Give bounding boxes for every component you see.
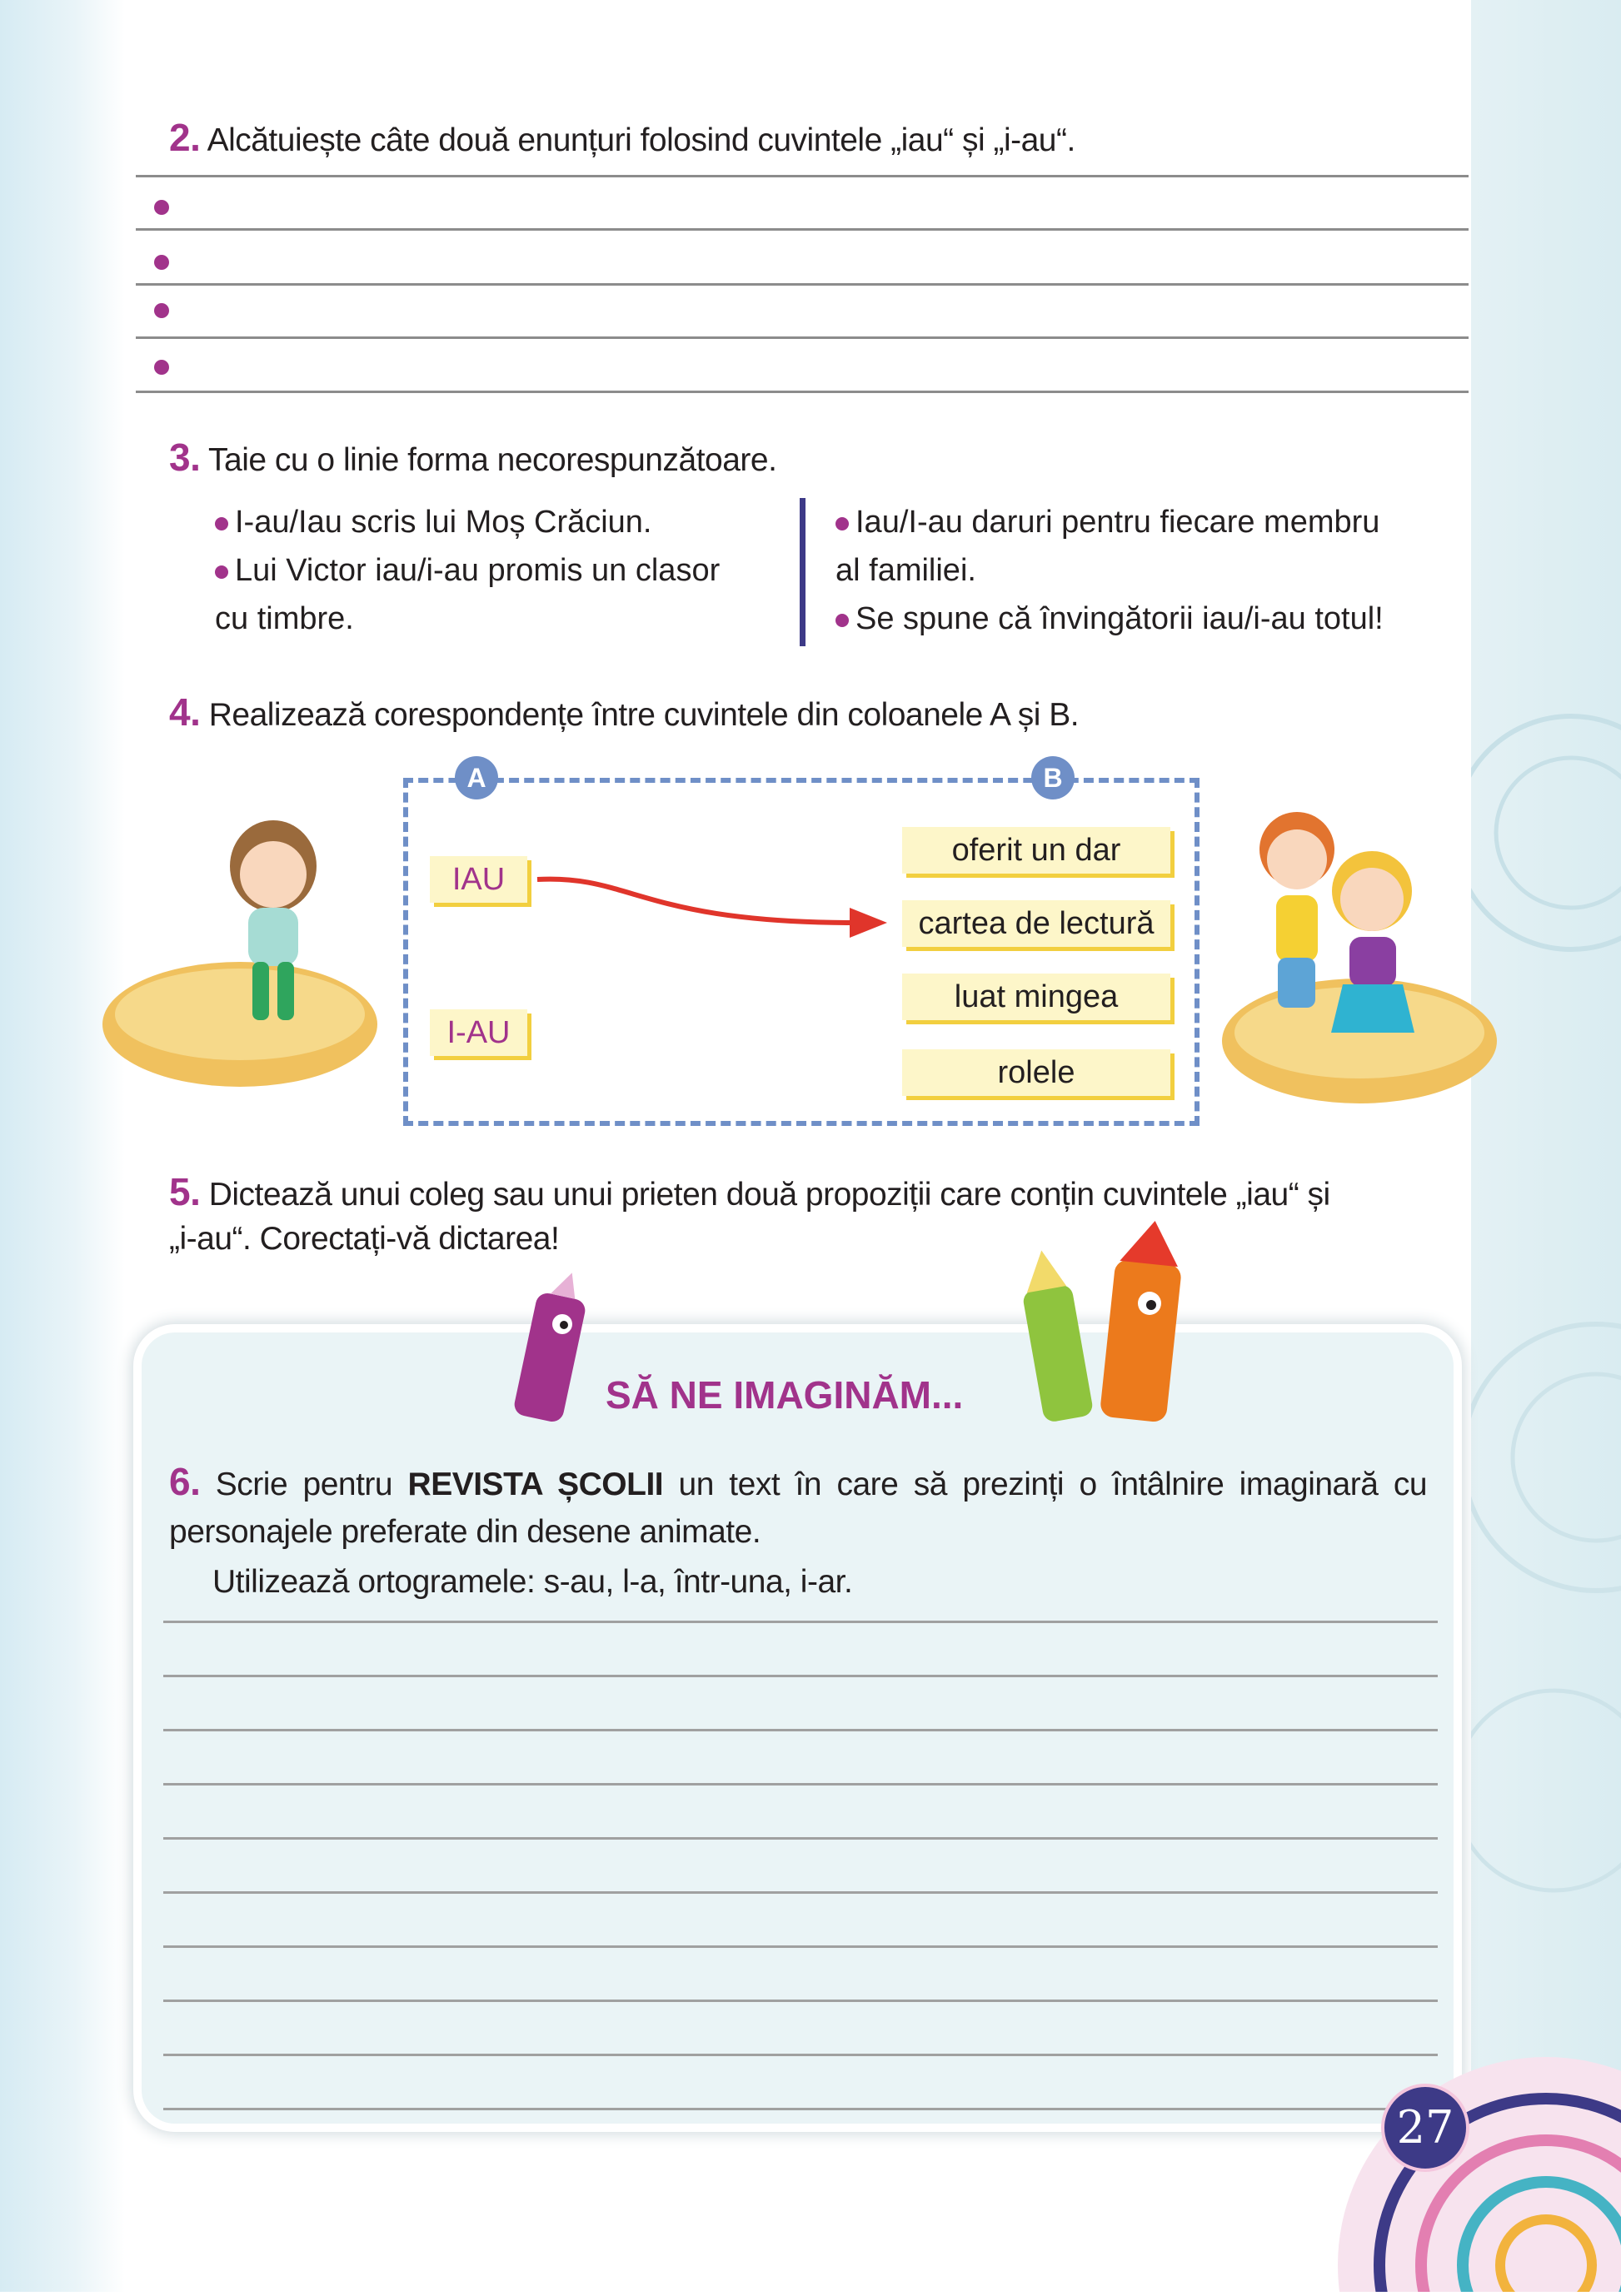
writing-line — [136, 228, 1469, 231]
task6-pre: Scrie pentru — [215, 1467, 393, 1502]
column-divider — [800, 498, 806, 646]
sentence: I-au/Iau scris lui Moș Crăciun. — [235, 505, 652, 540]
section-title: SĂ NE IMAGINĂM... — [606, 1373, 964, 1417]
writing-line — [136, 391, 1469, 393]
task6-line2: personajele preferate din desene animate. — [169, 1514, 761, 1550]
magazine-name: REVISTA ȘCOLII — [407, 1467, 664, 1502]
task5-number: 5. — [169, 1170, 201, 1213]
right-decor-band — [1471, 0, 1621, 2292]
mandala-corner-decoration — [1296, 2032, 1621, 2292]
task3-number: 3. — [169, 436, 201, 479]
writing-line — [163, 1837, 1438, 1840]
task5-line2: „i-au“. Corectați-vă dictarea! — [169, 1221, 560, 1257]
task2-number: 2. — [169, 116, 201, 159]
word-iau[interactable]: IAU — [430, 856, 527, 903]
example-arrow — [533, 866, 900, 949]
writing-line — [136, 336, 1469, 339]
task2-text: Alcătuiește câte două enunțuri folosind cuvintele „iau“ și „i-au“. — [207, 122, 1075, 158]
bullet — [835, 517, 849, 530]
writing-line — [163, 1729, 1438, 1731]
column-b-label: B — [1031, 756, 1075, 799]
task4-number: 4. — [169, 690, 201, 734]
sentence: Se spune că învingătorii iau/i-au totul! — [855, 601, 1384, 636]
task2-heading — [169, 115, 1075, 160]
sentence: Iau/I-au daruri pentru fiecare membru — [855, 505, 1380, 540]
bullet — [215, 565, 228, 579]
left-decor-band — [0, 0, 125, 2292]
writing-line — [163, 2000, 1438, 2002]
bullet — [215, 517, 228, 530]
sentence: Lui Victor iau/i-au promis un clasor — [235, 553, 721, 588]
writing-line — [163, 2054, 1438, 2056]
page-number: 27 — [1381, 2084, 1469, 2172]
word-i-au[interactable]: I-AU — [430, 1009, 527, 1056]
task6-line3: Utilizează ortogramele: s-au, l-a, într-una, i-ar. — [212, 1564, 853, 1600]
task6-post: un text în care să prezinți o întâlnire imaginară cu — [678, 1467, 1428, 1502]
writing-line — [136, 175, 1469, 177]
task3-left-column — [215, 498, 798, 643]
writing-line — [163, 1621, 1438, 1623]
writing-line — [163, 1891, 1438, 1894]
bullet — [154, 303, 169, 318]
bullet — [835, 614, 849, 627]
bullet — [154, 360, 169, 375]
option-b[interactable]: cartea de lectură — [902, 900, 1170, 947]
girl-walking-illustration — [98, 816, 390, 1099]
children-illustration — [1218, 791, 1501, 1116]
bullet — [154, 200, 169, 215]
task6-line1 — [169, 1459, 1427, 1504]
task3-text: Taie cu o linie forma necorespunzătoare. — [208, 442, 777, 478]
task5-text: Dictează unui coleg sau unui prieten două propoziții care conțin cuvintele „iau“ și — [208, 1177, 1330, 1213]
writing-line — [163, 1675, 1438, 1677]
task5-line1 — [169, 1169, 1330, 1214]
task6-number: 6. — [169, 1460, 201, 1503]
writing-line — [163, 2108, 1438, 2110]
option-b[interactable]: luat mingea — [902, 974, 1170, 1020]
task4-heading — [169, 690, 1079, 735]
sentence-continuation: al familiei. — [835, 553, 976, 588]
writing-line — [163, 1945, 1438, 1948]
task3-right-column — [835, 498, 1469, 643]
writing-line — [136, 283, 1469, 286]
sentence-continuation: cu timbre. — [215, 601, 354, 636]
writing-line — [163, 1783, 1438, 1786]
pencil-character-illustration — [496, 1266, 621, 1432]
imagine-section-panel — [142, 1332, 1454, 2124]
mandala-pattern — [1471, 0, 1621, 2292]
option-b[interactable]: oferit un dar — [902, 827, 1170, 874]
column-a-label: A — [455, 756, 498, 799]
task3-heading — [169, 435, 776, 480]
task4-text: Realizează corespondențe între cuvintele din coloanele A și B. — [208, 697, 1080, 733]
bullet — [154, 255, 169, 270]
pencil-characters-illustration — [991, 1212, 1233, 1445]
option-b[interactable]: rolele — [902, 1049, 1170, 1096]
